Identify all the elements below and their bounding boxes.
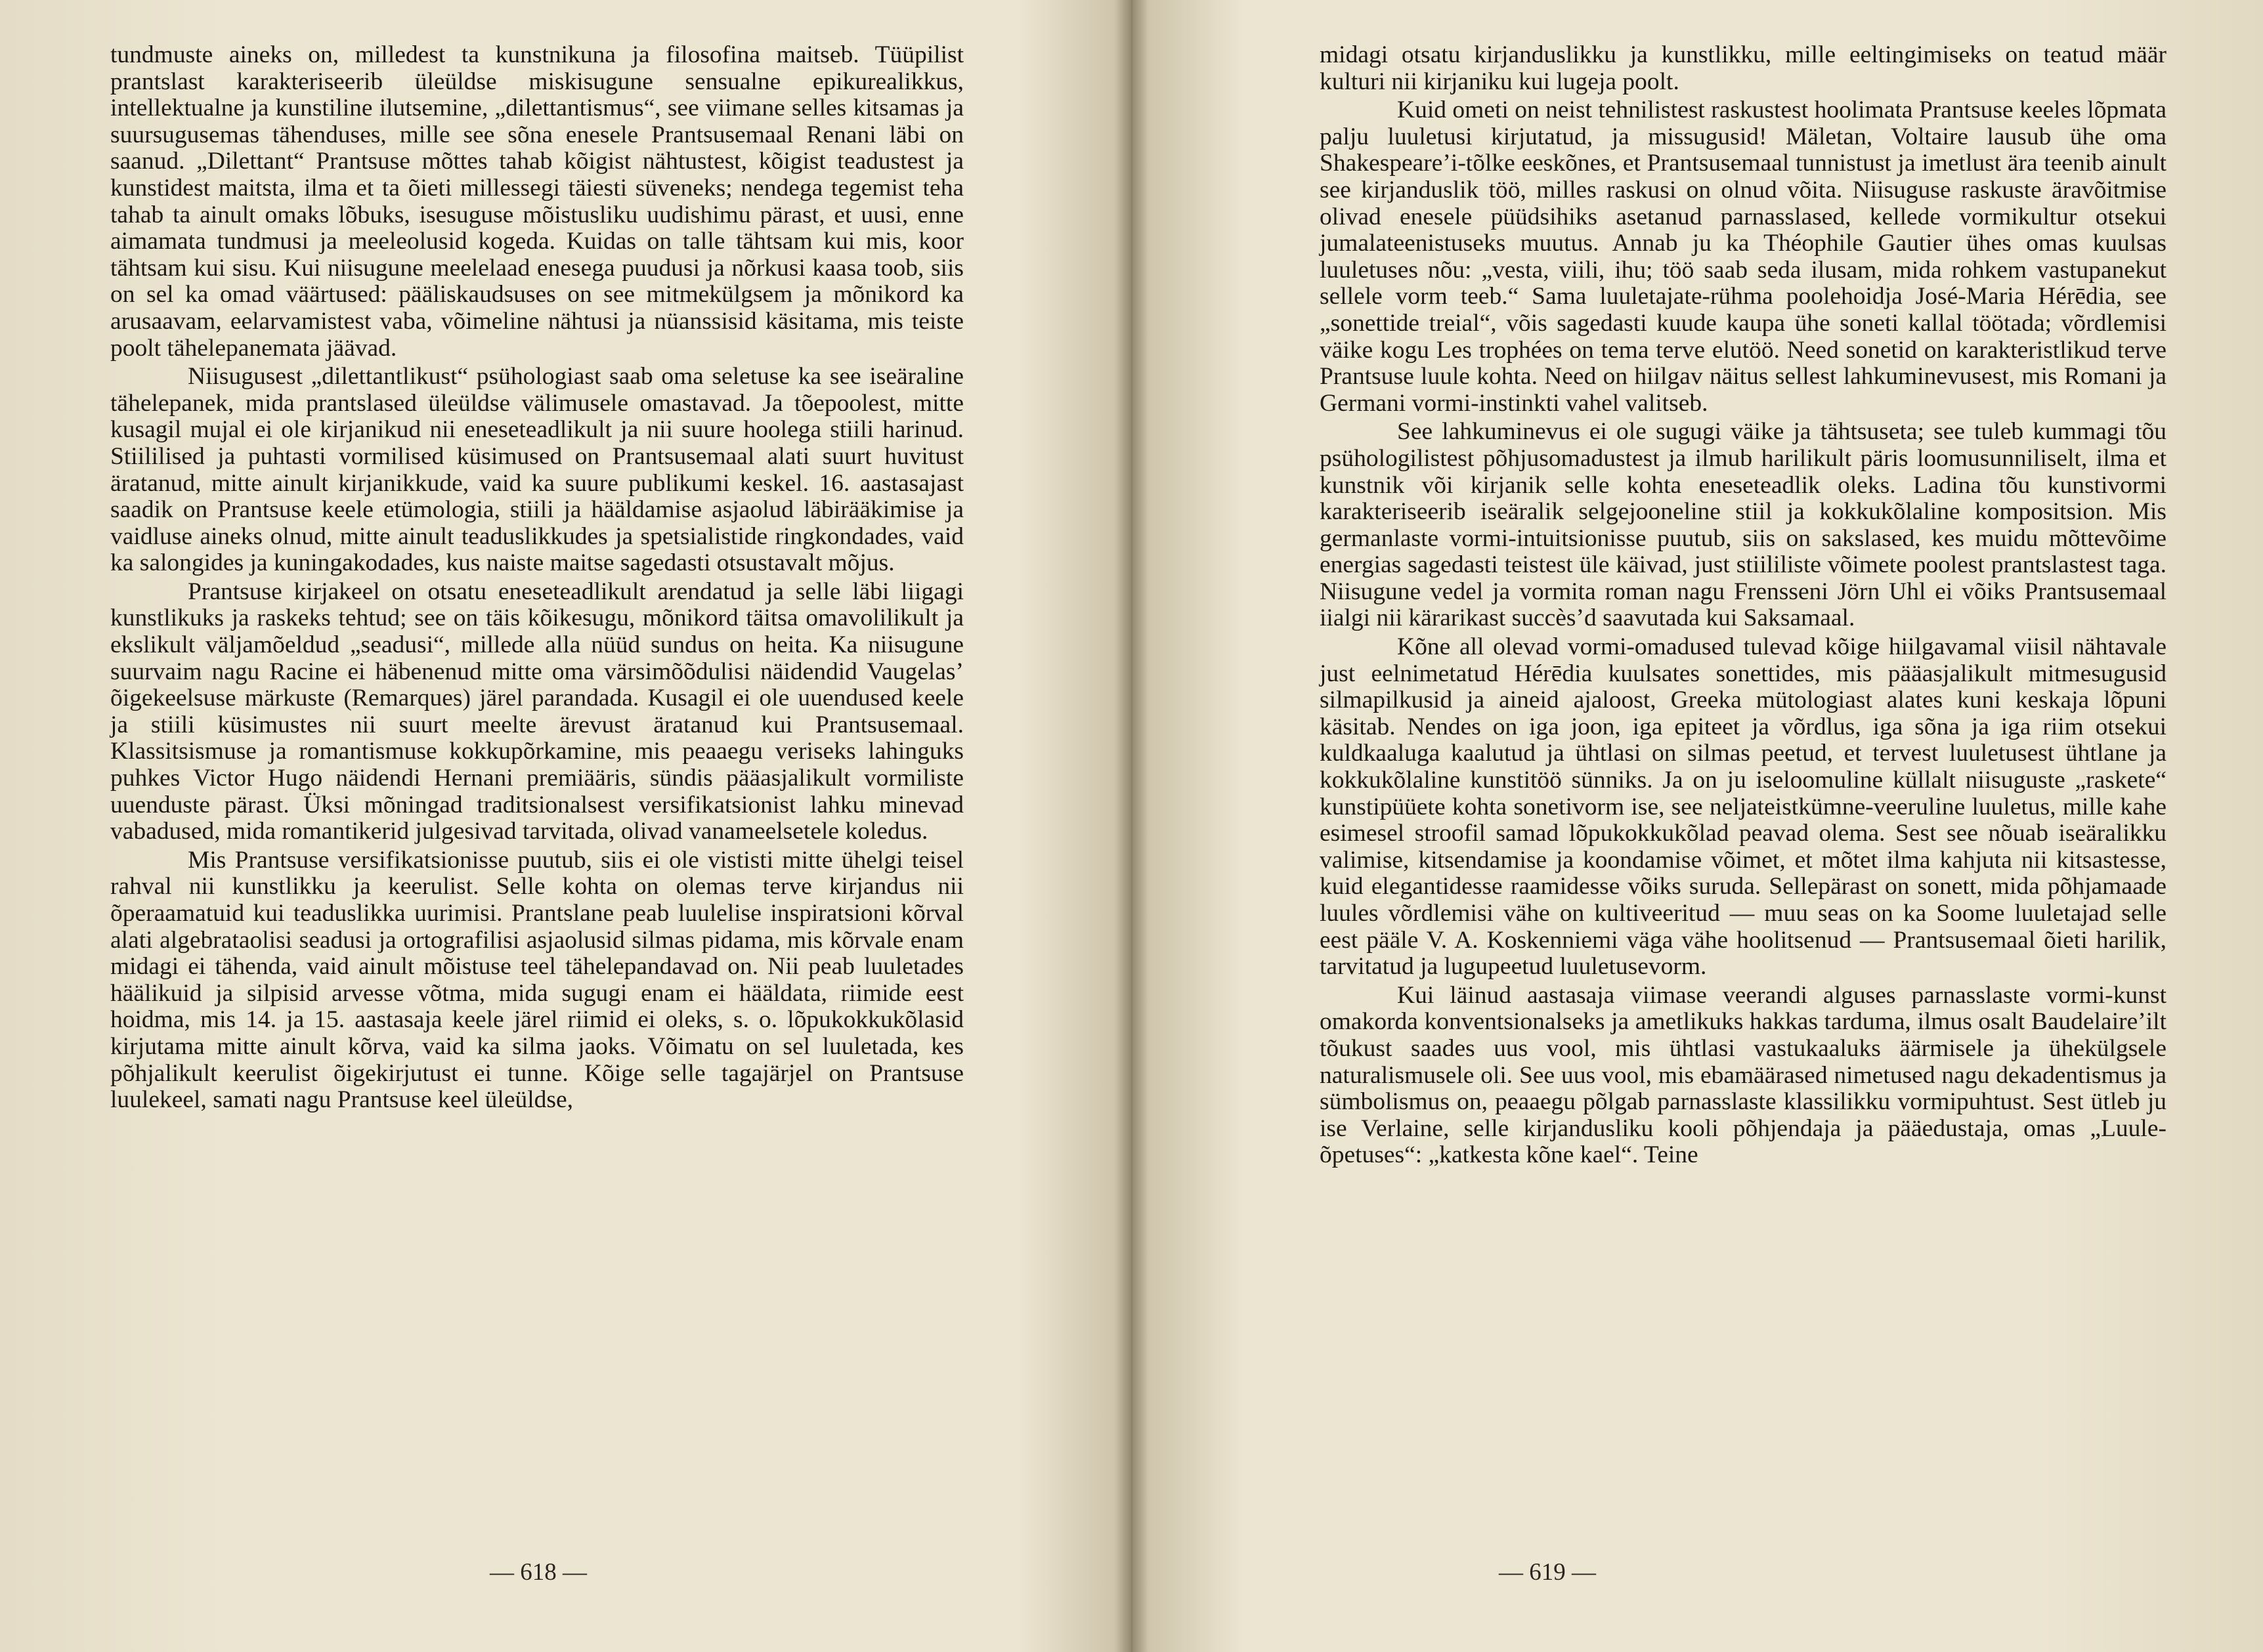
paragraph: Prantsuse kirjakeel on otsatu eneseteadlikult arendatud ja selle läbi liigagi kunstlikuks ja raskeks tehtud; see on täis kõikesugu, mõnikord täitsa omavolilikult ja ekslikult väljamõeldud „seadusi“, millede alla nüüd sundus on heita. Ka niisugune suurvaim nagu Racine ei häbenenud mitte oma värsimõõdulisi näidendid Vaugelas’ õigekeelsuse märkuste (Remarques) järel parandada. Kusagil ei ole uuendused keele ja stiili küsimustes nii suurt meelte ärevust äratanud kui Prantsusemaal. Klassitsismuse ja romantismuse kokkupõrkamine, mis peaaegu veriseks lahinguks puhkes Victor Hugo näidendi Hernani premiääris, sündis pääasjalikult vormiliste uuenduste pärast. Üksi mõningad traditsionalsest versifikatsionist lahku minevad vabadused, mida romantikerid julgesivad tarvitada, olivad vanameelsetele koledus.: [110, 578, 964, 845]
paragraph: See lahkuminevus ei ole sugugi väike ja tähtsuseta; see tuleb kummagi tõu psühologilistest põhjusomadustest ja ilmub harilikult päris loomusunniliselt, ilma et kunstnik või kirjanik selle kohta eneseteadlik oleks. Ladina tõu kunstivormi karakteriseerib iseäralik selgejooneline stiil ja kokkukõlaline kompositsion. Mis germanlaste vormi-intuitsionisse puutub, siis on sakslased, kes muidu mõttevõime energias sagedasti teistest üle käivad, just stiililiste võimete poolest prantslastest taga. Niisugune vedel ja vormita roman nagu Frensseni Jörn Uhl ei võiks Prantsusemaal iialgi nii kärarikast succès’d saavutada kui Saksamaal.: [1320, 418, 2166, 632]
paragraph: Kõne all olevad vormi-omadused tulevad kõige hiilgavamal viisil nähtavale just eelnimetatud Hérēdia kuulsates sonettides, mis pääasjalikult mitmesugusid silmapilkusid ja aineid ajaloost, Greeka mütologiast alates kuni keskaja lõpuni käsitab. Nendes on iga joon, iga epiteet ja võrdlus, iga sõna ja iga riim otsekui kuldkaaluga kaalutud ja ühtlasi on silmas peetud, et tervest luuletusest ühtlane ja kokkukõlaline kunstitöö sünniks. Ja on ju iseloomuline küllalt niisuguste „raskete“ kunstipüüete kohta sonetivorm ise, see neljateistkümne-veeruline luuletus, mille kahe esimesel stroofil samad lõpukokkukõlad peavad olema. Sest see nõuab iseäralikku valimise, kitsendamise ja koondamise võimet, et mõtet ilma kahjuta nii kitsastesse, kuid elegantidesse raamidesse võiks suruda. Sellepärast on sonett, mida põhjamaade luules võrdlemisi vähe on kultiveeritud — muu seas on ka Soome luuletajad selle eest pääle V. A. Koskenniemi väga vähe hoolitsenud — Prantsusemaal õieti harilik, tarvitatud ja lugupeetud luuletusevorm.: [1320, 633, 2166, 981]
paragraph: midagi otsatu kirjanduslikku ja kunstlikku, mille eeltingimiseks on teatud määr kulturi nii kirjaniku kui lugeja poolt.: [1320, 41, 2166, 95]
left-page: [0, 0, 1126, 1652]
paragraph: Mis Prantsuse versifikatsionisse puutub, siis ei ole vististi mitte ühelgi teisel rahval nii kunstlikku ja keerulist. Selle kohta on olemas terve kirjandus nii õperaamatuid kui teaduslikka uurimisi. Prantslane peab luulelise inspiratsioni kõrval alati algebrataolisi seadusi ja ortografilisi asjaolusid silmas pidama, mis kõrvale enam midagi ei tähenda, vaid ainult mõistuse teel tähelepandavad on. Nii peab luuletades häälikuid ja silpisid arvesse võtma, mida sugugi enam ei hääldata, riimide eest hoidma, mis 14. ja 15. aastasaja keele järel riimid ei oleks, s. o. lõpukokkukõlasid kirjutama mitte ainult kõrva, vaid ka silma jaoks. Võimatu on sel luuletada, kes põhjalikult keerulist õigekirjutust ei tunne. Kõige selle tagajärjel on Prantsuse luulekeel, samati nagu Prantsuse keel üleüldse,: [110, 846, 964, 1114]
paragraph: Kuid ometi on neist tehnilistest raskustest hoolimata Prantsuse keeles lõpmata palju luuletusi kirjutatud, ja missugusid! Mäletan, Voltaire lausub ühe oma Shakespeare’i-tõlke eeskõnes, et Prantsusemaal tunnistust ja imetlust ära teenib ainult see kirjanduslik töö, milles raskusi on olnud võita. Niisuguse raskuste äravõitmise olivad enesele püüdsihiks asetanud parnasslased, kellede vormikultur otsekui jumalateenistuseks muutus. Annab ju ka Théophile Gautier ühes omas kuulsas luuletuses nõu: „vesta, viili, ihu; töö saab seda ilusam, mida rohkem vastupanekut sellele vorm teeb.“ Sama luuletajate-rühma poolehoidja José-Maria Hérēdia, see „sonettide treial“, võis sagedasti kuude kaupa ühe soneti kallal töötada; võrdlemisi väike kogu Les trophées on tema terve elutöö. Need sonetid on karakteristlikud terve Prantsuse luule kohta. Need on hiilgav näitus sellest lahkuminevusest, mis Romani ja Germani vormi-instinkti vahel valitseb.: [1320, 96, 2166, 417]
paragraph: Niisugusest „dilettantlikust“ psühologiast saab oma seletuse ka see iseäraline tähelepanek, mida prantslased üleüldse välimusele omastavad. Ja tõepoolest, mitte kusagil mujal ei ole kirjanikud nii eneseteadlikult ja nii suure hoolega stiili harinud. Stiililised ja puhtasti vormilised küsimused on Prantsusemaal alati suurt huvitust äratanud, mitte ainult kirjanikkude, vaid ka suure publikumi keskel. 16. aastasajast saadik on Prantsuse keele etümologia, stiili ja hääldamise asjaolud läbirääkimise ja vaidluse aineks olnud, mitte ainult teaduslikkudes ja spetsialistide ringkondades, vaid ka salongides ja kuningakodades, kus naiste maitse sagedasti otsustavalt mõjus.: [110, 363, 964, 577]
right-page-text: [1320, 42, 2166, 1169]
right-page: [1137, 0, 2263, 1652]
paragraph: tundmuste aineks on, milledest ta kunstnikuna ja filosofina maitseb. Tüüpilist prantslast karakteriseerib üleüldse miskisugune sensualne epikurealikkus, intellektualne ja kunstiline ilutsemine, „dilettantismus“, see viimane selles kitsamas ja suursugusemas tähenduses, mille see sõna enesele Prantsusemaal Renani läbi on saanud. „Dilettant“ Prantsuse mõttes tahab kõigist nähtustest, kõigist teadustest ja kunstidest maitsta, ilma et ta õieti millessegi täiesti süveneks; nendega tegemist teha tahab ta ainult omaks lõbuks, isesuguse mõistusliku uudishimu pärast, et uusi, enne aimamata tundmusi ja meeleolusid kogeda. Kuidas on talle tähtsam kui mis, koor tähtsam kui sisu. Kui niisugune meelelaad enesega puudusi ja nõrkusi kaasa toob, siis on sel ka omad väärtused: pääliskaudsuses on see mitmekülgsem ja mõnikord ka arusaavam, eelarvamistest vaba, võimeline nähtusi ja nüanssisid käsitama, mis teiste poolt tähelepanemata jäävad.: [110, 41, 964, 362]
page-number: — 619 —: [1499, 1559, 1596, 1586]
left-page-text: [110, 42, 964, 1114]
page-number: — 618 —: [490, 1559, 587, 1586]
paragraph: Kui läinud aastasaja viimase veerandi alguses parnasslaste vormi-kunst omakorda konventsionalseks ja ametlikuks hakkas tarduma, ilmus osalt Baudelaire’ilt tõukust saades uus vool, mis ühtlasi vastukaaluks äärmisele ja ühekülgsele naturalismusele oli. See uus vool, mis ebamäärased nimetused nagu dekadentismus ja sümbolismus on, peaaegu põlgab parnasslaste klassilikku vormipuhtust. Sest ütleb ju ise Verlaine, selle kirjandusliku kooli põhjendaja ja pääedustaja, omas „Luule-õpetuses“: „katkesta kõne kael“. Teine: [1320, 981, 2166, 1169]
